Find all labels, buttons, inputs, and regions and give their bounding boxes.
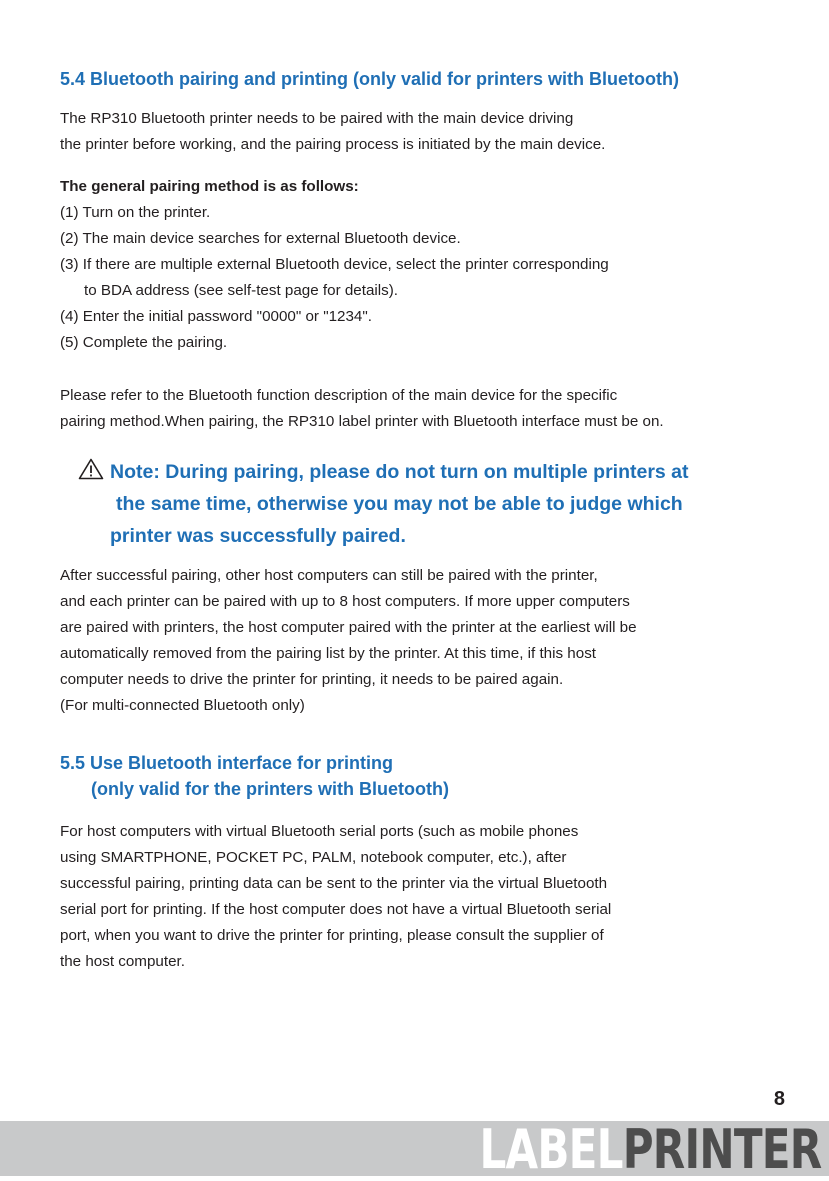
section-5-5-title-line-2: (only valid for the printers with Bluetooth) xyxy=(91,779,449,799)
body-line: serial port for printing. If the host computer does not have a virtual Bluetooth serial xyxy=(60,901,612,918)
body-line: successful pairing, printing data can be sent to the printer via the virtual Bluetooth xyxy=(60,875,608,892)
after-line: are paired with printers, the host computer paired with the printer at the earliest will be xyxy=(60,619,637,636)
pairing-step-continued: to BDA address (see self-test page for details). xyxy=(84,282,399,299)
refer-line: pairing method.When pairing, the RP310 label printer with Bluetooth interface must be on. xyxy=(60,413,664,430)
note-text: Note: During pairing, please do not turn on multiple printers at xyxy=(110,461,689,483)
after-line: and each printer can be paired with up to 8 host computers. If more upper computers xyxy=(60,593,630,610)
footer-brand-printer: PRINTER xyxy=(622,1118,821,1181)
pairing-method xyxy=(60,174,609,356)
intro-line: The RP310 Bluetooth printer needs to be paired with the main device driving xyxy=(60,110,574,127)
body-line: port, when you want to drive the printer for printing, please consult the supplier of xyxy=(60,927,604,944)
section-5-5-title xyxy=(60,750,449,802)
after-line: computer needs to drive the printer for printing, it needs to be paired again. xyxy=(60,671,564,688)
section-5-5-body xyxy=(60,819,611,975)
note-line-1 xyxy=(78,456,689,488)
pairing-step: (4) Enter the initial password "0000" or "1234". xyxy=(60,308,372,325)
pairing-step: (3) If there are multiple external Bluetooth device, select the printer corresponding xyxy=(60,256,609,273)
footer-brand-label: LABEL xyxy=(479,1118,623,1181)
pairing-method-heading: The general pairing method is as follows: xyxy=(60,178,359,195)
after-pairing-paragraph xyxy=(60,563,637,719)
footer-brand xyxy=(479,1118,821,1181)
pairing-step: (5) Complete the pairing. xyxy=(60,334,228,351)
section-5-4-intro xyxy=(60,106,605,158)
after-line: After successful pairing, other host computers can still be paired with the printer, xyxy=(60,567,598,584)
pairing-step: (2) The main device searches for external Bluetooth device. xyxy=(60,230,461,247)
intro-line: the printer before working, and the pairing process is initiated by the main device. xyxy=(60,136,606,153)
warning-triangle-icon xyxy=(78,458,104,480)
note-callout xyxy=(78,456,689,552)
note-line-2: the same time, otherwise you may not be able to judge which xyxy=(116,493,683,515)
body-line: the host computer. xyxy=(60,953,185,970)
section-5-4-title: 5.4 Bluetooth pairing and printing (only valid for printers with Bluetooth) xyxy=(60,69,679,89)
refer-paragraph xyxy=(60,383,664,435)
after-line: (For multi-connected Bluetooth only) xyxy=(60,697,305,714)
refer-line: Please refer to the Bluetooth function description of the main device for the specific xyxy=(60,387,618,404)
note-line-3: printer was successfully paired. xyxy=(110,525,406,547)
body-line: using SMARTPHONE, POCKET PC, PALM, notebook computer, etc.), after xyxy=(60,849,567,866)
after-line: automatically removed from the pairing list by the printer. At this time, if this host xyxy=(60,645,597,662)
section-5-5-title-line-1: 5.5 Use Bluetooth interface for printing xyxy=(60,753,394,773)
pairing-step: (1) Turn on the printer. xyxy=(60,204,211,221)
body-line: For host computers with virtual Bluetooth serial ports (such as mobile phones xyxy=(60,823,579,840)
page-number: 8 xyxy=(773,1088,785,1110)
